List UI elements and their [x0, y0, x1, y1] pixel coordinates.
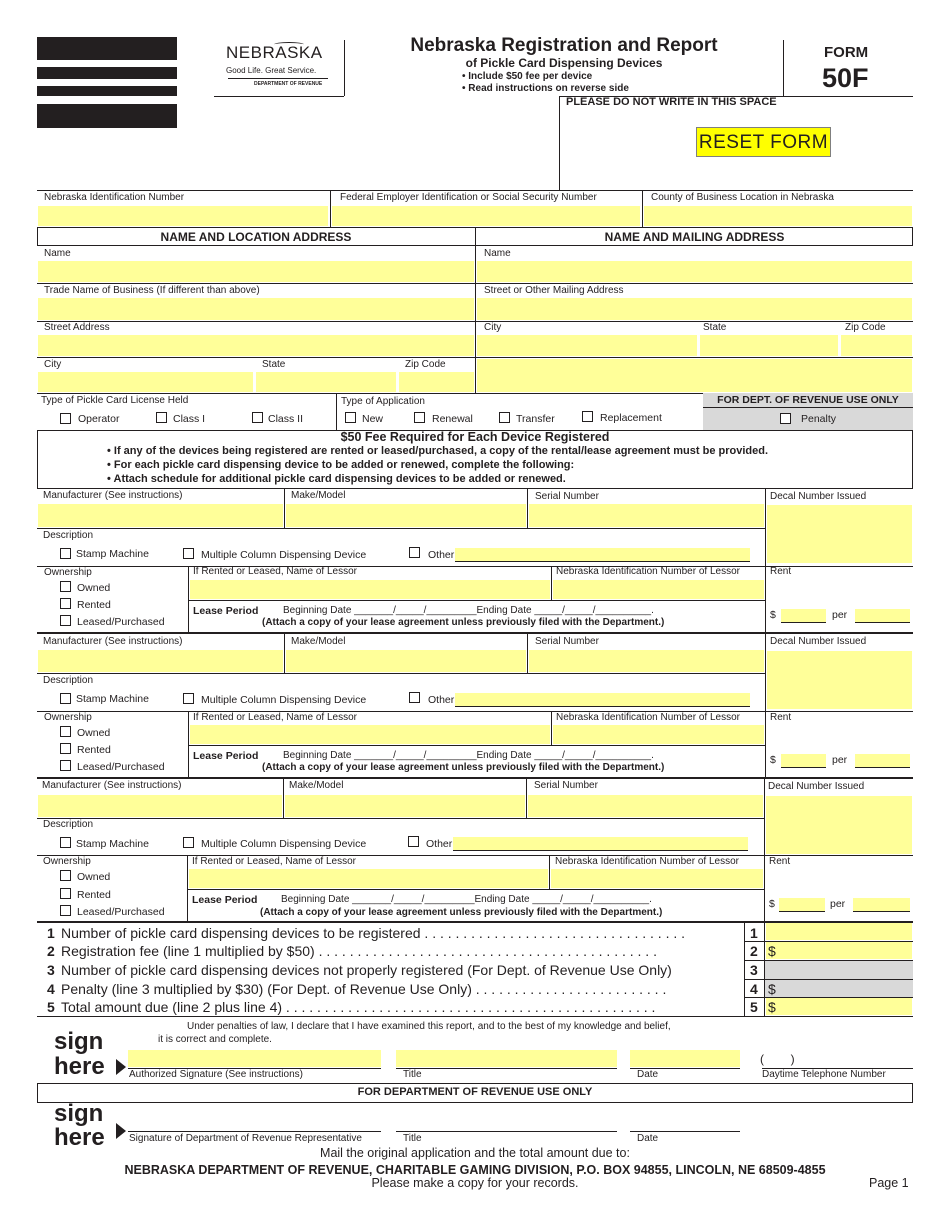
- other-checkbox[interactable]: [408, 836, 419, 847]
- lessor-nid-field[interactable]: [553, 725, 764, 744]
- class2-label: Class II: [268, 413, 304, 425]
- nid-label: Nebraska Identification Number: [44, 192, 185, 203]
- dor-only-label: FOR DEPARTMENT OF REVENUE USE ONLY: [357, 1086, 593, 1098]
- leased-label: Leased/Purchased: [77, 761, 165, 773]
- stamp-machine-label: Stamp Machine: [76, 693, 149, 705]
- renewal-checkbox[interactable]: [414, 412, 425, 423]
- sign-here-label: here: [54, 1053, 105, 1080]
- sign-arrow-icon: [116, 1059, 126, 1075]
- stamp-machine-label: Stamp Machine: [76, 838, 149, 850]
- location-city-field[interactable]: [38, 372, 253, 392]
- operator-checkbox[interactable]: [60, 413, 71, 424]
- mailing-street-field[interactable]: [477, 298, 912, 320]
- decal-field[interactable]: [767, 651, 912, 709]
- other-checkbox[interactable]: [409, 692, 420, 703]
- line-dollar: $: [768, 981, 776, 997]
- nid-field[interactable]: [38, 206, 328, 226]
- rent-period-field[interactable]: [855, 609, 910, 623]
- rent-period-field[interactable]: [855, 754, 910, 768]
- decal-label: Decal Number Issued: [770, 491, 867, 502]
- description-label: Description: [43, 819, 94, 830]
- mailing-zip-label: Zip Code: [845, 322, 886, 333]
- phone-label: Daytime Telephone Number: [762, 1069, 886, 1080]
- rented-checkbox[interactable]: [60, 598, 71, 609]
- title-label: Title: [403, 1069, 422, 1080]
- rent-per: per: [832, 754, 848, 766]
- form-subtitle: of Pickle Card Dispensing Devices: [465, 56, 663, 70]
- replacement-label: Replacement: [600, 412, 662, 424]
- county-field[interactable]: [644, 206, 912, 226]
- form-number: 50F: [822, 63, 869, 93]
- class1-label: Class I: [173, 413, 206, 425]
- multi-column-checkbox[interactable]: [183, 837, 194, 848]
- mailing-state-field[interactable]: [700, 335, 838, 356]
- owned-label: Owned: [77, 871, 111, 883]
- form-label: FORM: [824, 44, 869, 61]
- serial-label: Serial Number: [534, 780, 598, 791]
- lessor-label: If Rented or Leased, Name of Lessor: [193, 712, 357, 723]
- line-number: 1: [47, 925, 55, 941]
- rent-amount-field[interactable]: [781, 754, 826, 768]
- line-text: Penalty (line 3 multiplied by $30) (For Dept. of Revenue Use Only) . . . . . . . . . . . . . . . . . . . . . . . . .: [61, 981, 667, 997]
- owned-label: Owned: [77, 727, 111, 739]
- lease-dates-label: Beginning Date _______/_____/_________Ending Date _____/_____/__________.: [281, 894, 652, 905]
- rent-amount-field[interactable]: [779, 898, 825, 912]
- serial-label: Serial Number: [535, 491, 599, 502]
- license-type-label: Type of Pickle Card License Held: [41, 395, 189, 406]
- stamp-machine-checkbox[interactable]: [60, 548, 71, 559]
- owned-checkbox[interactable]: [60, 581, 71, 592]
- decal-label: Decal Number Issued: [770, 636, 867, 647]
- owned-checkbox[interactable]: [60, 726, 71, 737]
- transfer-label: Transfer: [516, 413, 555, 425]
- title-label: Title: [403, 1133, 422, 1144]
- rented-label: Rented: [77, 744, 111, 756]
- line5-field[interactable]: [766, 998, 912, 1015]
- location-state-field[interactable]: [256, 372, 396, 392]
- no-write-label: PLEASE DO NOT WRITE IN THIS SPACE: [566, 96, 777, 108]
- leased-label: Leased/Purchased: [77, 616, 165, 628]
- title-field[interactable]: [396, 1050, 617, 1067]
- new-checkbox[interactable]: [345, 412, 356, 423]
- phone-field[interactable]: [762, 1050, 912, 1067]
- location-street-field[interactable]: [38, 335, 474, 356]
- rent-dollar: $: [770, 609, 776, 621]
- replacement-checkbox[interactable]: [582, 411, 593, 422]
- location-heading: NAME AND LOCATION ADDRESS: [160, 230, 352, 244]
- mailing-city-label: City: [484, 322, 502, 333]
- form-title: Nebraska Registration and Report: [410, 35, 718, 56]
- location-state-label: State: [262, 359, 286, 370]
- other-label: Other: [428, 694, 455, 706]
- other-label: Other: [426, 838, 453, 850]
- authorized-signature-field[interactable]: [128, 1050, 381, 1067]
- mailing-heading: NAME AND MAILING ADDRESS: [604, 230, 785, 244]
- line-box-number: 3: [750, 962, 758, 978]
- decal-field[interactable]: [766, 796, 912, 854]
- page-number: Page 1: [869, 1176, 909, 1190]
- lessor-nid-label: Nebraska Identification Number of Lessor: [556, 566, 740, 577]
- rent-label: Rent: [769, 856, 791, 867]
- sign-here-label: sign: [54, 1100, 104, 1127]
- line-text: Total amount due (line 2 plus line 4) . . . . . . . . . . . . . . . . . . . . . . . . . . . . . . . . . . . . . . . . . . . . . . . .: [61, 999, 656, 1015]
- rent-amount-field[interactable]: [781, 609, 826, 623]
- owned-label: Owned: [77, 582, 111, 594]
- phone-area-code: ( ): [760, 1052, 795, 1066]
- ownership-label: Ownership: [44, 712, 92, 723]
- lease-period-label: Lease Period: [192, 894, 258, 906]
- decal-field[interactable]: [767, 505, 912, 563]
- manufacturer-field[interactable]: [38, 650, 283, 672]
- description-label: Description: [43, 530, 94, 541]
- ownership-label: Ownership: [43, 856, 91, 867]
- mailing-zip-field[interactable]: [841, 335, 912, 356]
- rented-checkbox[interactable]: [60, 888, 71, 899]
- other-field[interactable]: [455, 548, 750, 562]
- lease-period-label: Lease Period: [193, 750, 259, 762]
- fee-title: $50 Fee Required for Each Device Registered: [340, 430, 610, 444]
- authorized-signature-label: Authorized Signature (See instructions): [129, 1069, 303, 1080]
- leased-checkbox[interactable]: [60, 615, 71, 626]
- rent-label: Rent: [770, 712, 792, 723]
- lessor-nid-field[interactable]: [553, 580, 764, 599]
- manufacturer-label: Manufacturer (See instructions): [43, 490, 183, 501]
- multi-column-checkbox[interactable]: [183, 693, 194, 704]
- line-box-number: 4: [750, 981, 758, 997]
- line-number: 5: [47, 999, 55, 1015]
- barcode-bar: [37, 104, 177, 128]
- leased-label: Leased/Purchased: [77, 906, 165, 918]
- attach-note: (Attach a copy of your lease agreement unless previously filed with the Department.): [262, 762, 665, 773]
- description-label: Description: [43, 675, 94, 686]
- stamp-machine-label: Stamp Machine: [76, 548, 149, 560]
- manufacturer-label: Manufacturer (See instructions): [43, 636, 183, 647]
- attach-note: (Attach a copy of your lease agreement unless previously filed with the Department.): [262, 617, 665, 628]
- line1-field[interactable]: [766, 923, 912, 940]
- rented-checkbox[interactable]: [60, 743, 71, 754]
- location-name-label: Name: [44, 248, 71, 259]
- lessor-nid-label: Nebraska Identification Number of Lessor: [555, 856, 739, 867]
- serial-label: Serial Number: [535, 636, 599, 647]
- serial-field[interactable]: [529, 650, 764, 672]
- fee-bullet: • Attach schedule for additional pickle card dispensing devices to be added or renewed.: [107, 473, 566, 485]
- logo-swoosh-icon: [274, 42, 304, 47]
- rent-period-field[interactable]: [853, 898, 910, 912]
- attach-note: (Attach a copy of your lease agreement unless previously filed with the Department.): [260, 907, 663, 918]
- multi-column-label: Multiple Column Dispensing Device: [201, 694, 367, 706]
- trade-name-field[interactable]: [38, 298, 474, 320]
- stamp-machine-checkbox[interactable]: [60, 693, 71, 704]
- line-number: 3: [47, 962, 55, 978]
- lessor-name-field[interactable]: [190, 725, 550, 744]
- serial-field[interactable]: [529, 504, 764, 527]
- date-field[interactable]: [630, 1050, 740, 1067]
- fee-bullet: • If any of the devices being registered are rented or leased/purchased, a copy of the rental/lease agreement must be provided.: [107, 445, 769, 457]
- transfer-checkbox[interactable]: [499, 412, 510, 423]
- rent-dollar: $: [769, 898, 775, 910]
- application-type-label: Type of Application: [341, 396, 425, 407]
- lessor-nid-field[interactable]: [551, 869, 763, 888]
- multi-column-label: Multiple Column Dispensing Device: [201, 838, 367, 850]
- line-box-number: 1: [750, 925, 758, 941]
- logo-dept: DEPARTMENT OF REVENUE: [254, 81, 323, 87]
- fee-bullet: • For each pickle card dispensing device to be added or renewed, complete the following:: [107, 459, 575, 471]
- location-name-field[interactable]: [38, 261, 474, 282]
- leased-checkbox[interactable]: [60, 760, 71, 771]
- date-label: Date: [637, 1069, 659, 1080]
- rented-label: Rented: [77, 599, 111, 611]
- make-model-field[interactable]: [286, 504, 526, 527]
- decal-label: Decal Number Issued: [768, 781, 865, 792]
- manufacturer-field[interactable]: [38, 504, 283, 527]
- line-number: 2: [47, 943, 55, 959]
- mail-address: NEBRASKA DEPARTMENT OF REVENUE, CHARITABLE GAMING DIVISION, P.O. BOX 94855, LINCOLN, NE 68509-4855: [124, 1163, 826, 1177]
- line-dollar: $: [768, 999, 776, 1015]
- lease-dates-label: Beginning Date _______/_____/_________Ending Date _____/_____/__________.: [283, 750, 654, 761]
- other-field[interactable]: [455, 693, 750, 707]
- mail-instructions: Mail the original application and the total amount due to:: [320, 1146, 630, 1160]
- line2-field[interactable]: [766, 942, 912, 959]
- other-checkbox[interactable]: [409, 547, 420, 558]
- lessor-label: If Rented or Leased, Name of Lessor: [193, 566, 357, 577]
- mailing-name-label: Name: [484, 248, 511, 259]
- make-model-label: Make/Model: [291, 636, 346, 647]
- fein-field[interactable]: [332, 206, 640, 226]
- other-label: Other: [428, 549, 455, 561]
- header-bullet: • Include $50 fee per device: [462, 71, 593, 82]
- line-number: 4: [47, 981, 55, 997]
- ownership-label: Ownership: [44, 567, 92, 578]
- mailing-street-label: Street or Other Mailing Address: [484, 285, 624, 296]
- make-model-label: Make/Model: [289, 780, 344, 791]
- lease-dates-label: Beginning Date _______/_____/_________Ending Date _____/_____/__________.: [283, 605, 654, 616]
- line-text: Number of pickle card dispensing devices not properly registered (For Dept. of Revenue Use Only): [61, 962, 672, 978]
- sign-here-label: sign: [54, 1028, 104, 1055]
- rent-label: Rent: [770, 566, 792, 577]
- lease-period-label: Lease Period: [193, 605, 259, 617]
- lessor-name-field[interactable]: [190, 580, 550, 599]
- line-box-number: 5: [750, 999, 758, 1015]
- header-bullet: • Read instructions on reverse side: [462, 83, 629, 94]
- make-model-field[interactable]: [286, 650, 526, 672]
- lessor-label: If Rented or Leased, Name of Lessor: [192, 856, 356, 867]
- new-label: New: [362, 413, 384, 425]
- lessor-nid-label: Nebraska Identification Number of Lessor: [556, 712, 740, 723]
- reset-form-button[interactable]: RESET FORM: [696, 127, 831, 157]
- mailing-extra-field[interactable]: [477, 359, 912, 392]
- class1-checkbox[interactable]: [156, 412, 167, 423]
- trade-name-label: Trade Name of Business (If different than above): [44, 285, 260, 296]
- renewal-label: Renewal: [432, 413, 473, 425]
- sign-arrow-icon: [116, 1123, 126, 1139]
- line-text: Number of pickle card dispensing devices to be registered . . . . . . . . . . . . . . . . . . . . . . . . . . . . . . . . . .: [61, 925, 686, 941]
- mailing-city-field[interactable]: [477, 335, 697, 356]
- rent-per: per: [832, 609, 848, 621]
- rent-per: per: [830, 898, 846, 910]
- mailing-name-field[interactable]: [477, 261, 912, 282]
- location-street-label: Street Address: [44, 322, 110, 333]
- penalty-label: Penalty: [801, 413, 837, 425]
- penalty-checkbox[interactable]: [780, 413, 791, 424]
- line-text: Registration fee (line 1 multiplied by $50) . . . . . . . . . . . . . . . . . . . . . . . . . . . . . . . . . . . . . . . . . . . .: [61, 943, 657, 959]
- copy-note: Please make a copy for your records.: [371, 1176, 579, 1190]
- barcode-bar: [37, 67, 177, 79]
- dor-rep-signature-label: Signature of Department of Revenue Representative: [129, 1133, 362, 1144]
- barcode-bar: [37, 86, 177, 96]
- mailing-state-label: State: [703, 322, 727, 333]
- location-zip-field[interactable]: [399, 372, 474, 392]
- location-zip-label: Zip Code: [405, 359, 446, 370]
- owned-checkbox[interactable]: [60, 870, 71, 881]
- declaration-text: it is correct and complete.: [158, 1034, 272, 1045]
- lessor-name-field[interactable]: [189, 869, 548, 888]
- leased-checkbox[interactable]: [60, 905, 71, 916]
- date-label: Date: [637, 1133, 659, 1144]
- operator-label: Operator: [78, 413, 120, 425]
- make-model-label: Make/Model: [291, 490, 346, 501]
- multi-column-label: Multiple Column Dispensing Device: [201, 549, 367, 561]
- county-label: County of Business Location in Nebraska: [651, 192, 834, 203]
- logo-tagline: Good Life. Great Service.: [226, 66, 317, 75]
- stamp-machine-checkbox[interactable]: [60, 837, 71, 848]
- location-city-label: City: [44, 359, 62, 370]
- sign-here-label: here: [54, 1124, 105, 1151]
- serial-field[interactable]: [528, 795, 763, 817]
- class2-checkbox[interactable]: [252, 412, 263, 423]
- barcode-bar: [37, 37, 177, 60]
- line-box-number: 2: [750, 943, 758, 959]
- manufacturer-field[interactable]: [38, 795, 282, 817]
- rented-label: Rented: [77, 889, 111, 901]
- make-model-field[interactable]: [285, 795, 525, 817]
- logo-name: NEBRASKA: [226, 43, 323, 62]
- fein-label: Federal Employer Identification or Social Security Number: [340, 192, 597, 203]
- declaration-text: Under penalties of law, I declare that I have examined this report, and to the best of my knowledge and belief,: [187, 1021, 671, 1032]
- dor-use-label: FOR DEPT. OF REVENUE USE ONLY: [717, 394, 899, 406]
- multi-column-checkbox[interactable]: [183, 548, 194, 559]
- line-dollar: $: [768, 943, 776, 959]
- rent-dollar: $: [770, 754, 776, 766]
- nebraska-logo: [214, 40, 344, 96]
- other-field[interactable]: [453, 837, 748, 851]
- manufacturer-label: Manufacturer (See instructions): [42, 780, 182, 791]
